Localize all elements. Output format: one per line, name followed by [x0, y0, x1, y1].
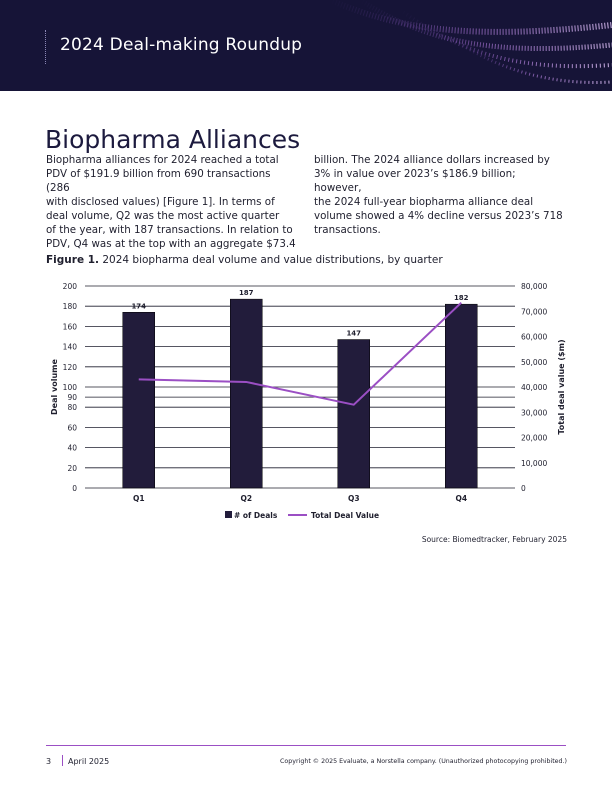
body-line: of the year, with 187 transactions. In relation to [46, 224, 293, 236]
bar-data-label: 182 [453, 294, 469, 303]
x-tick-label: Q4 [455, 494, 468, 503]
figure-source: Source: Biomedtracker, February 2025 [421, 535, 567, 544]
x-tick-label: Q3 [347, 494, 360, 503]
y-tick-label: 40 [67, 443, 77, 453]
body-line: 3% in value over 2023’s $186.9 billion; however, [314, 168, 516, 194]
body-line: deal volume, Q2 was the most active quarter [46, 210, 280, 222]
body-line: PDV of $191.9 billion from 690 transactions (286 [46, 168, 271, 194]
body-line: transactions. [314, 224, 381, 236]
x-tick-label: Q2 [240, 494, 253, 503]
bar-q2 [230, 299, 262, 488]
y-tick-label: 120 [62, 362, 77, 372]
y2-tick-label: 50,000 [521, 357, 548, 367]
deal-chart [40, 272, 580, 532]
y2-tick-label: 40,000 [521, 383, 548, 392]
y-tick-label: 90 [67, 393, 77, 403]
legend-swatch-deals [225, 511, 232, 518]
section-title: Biopharma Alliances [45, 124, 301, 154]
body-line: the 2024 full-year biopharma alliance deal [314, 196, 534, 208]
bar-data-label: 187 [238, 289, 254, 298]
y-tick-label: 0 [72, 484, 77, 493]
bar-q3 [338, 340, 370, 488]
y2-tick-label: 30,000 [521, 408, 548, 418]
copyright-notice: Copyright © 2025 Evaluate, a Norstella company. (Unauthorized photocopying prohibited.) [280, 758, 567, 765]
y-tick-label: 180 [62, 302, 77, 312]
y-axis-title: Deal volume [50, 359, 59, 415]
y-tick-label: 80 [67, 403, 77, 413]
body-line: Biopharma alliances for 2024 reached a total [46, 154, 279, 166]
y2-tick-label: 0 [521, 484, 526, 493]
footer-separator [62, 755, 63, 766]
y2-tick-label: 60,000 [521, 332, 548, 342]
y2-tick-label: 80,000 [521, 282, 548, 291]
body-line: PDV, Q4 was at the top with an aggregate $73.4 [46, 238, 296, 250]
x-tick-label: Q1 [132, 494, 145, 503]
body-text-right [314, 153, 564, 237]
y-tick-label: 200 [62, 282, 77, 291]
bar-data-label: 147 [346, 329, 362, 338]
footer-date: April 2025 [68, 757, 110, 766]
body-text-left [46, 153, 296, 251]
y-tick-label: 160 [62, 322, 77, 332]
bar-q1 [123, 312, 155, 488]
header-divider [45, 30, 46, 64]
page-number: 3 [46, 757, 52, 766]
figure-caption [46, 254, 443, 266]
page-header [0, 0, 612, 91]
total-deal-value-line [139, 303, 462, 405]
y-tick-label: 60 [67, 423, 77, 433]
body-line: billion. The 2024 alliance dollars increased by [314, 154, 550, 166]
y2-tick-label: 70,000 [521, 307, 548, 317]
body-line: with disclosed values) [Figure 1]. In terms of [46, 196, 275, 208]
header-title: 2024 Deal-making Roundup [60, 35, 303, 55]
body-line: volume showed a 4% decline versus 2023’s 718 [314, 210, 563, 222]
y2-tick-label: 10,000 [521, 458, 548, 468]
footer-divider [46, 745, 566, 746]
figure-label: Figure 1. [46, 254, 100, 266]
y-tick-label: 100 [62, 383, 77, 392]
y2-axis-title: Total deal value ($m) [557, 339, 566, 435]
y2-tick-label: 20,000 [521, 433, 548, 443]
bar-q4 [445, 304, 477, 488]
y-tick-label: 20 [67, 463, 77, 473]
figure-caption-text: 2024 biopharma deal volume and value distributions, by quarter [102, 254, 443, 266]
y-tick-label: 140 [62, 342, 77, 352]
bar-data-label: 174 [131, 302, 147, 311]
legend-label-value: Total Deal Value [311, 511, 380, 520]
legend-label-deals: # of Deals [234, 511, 278, 520]
